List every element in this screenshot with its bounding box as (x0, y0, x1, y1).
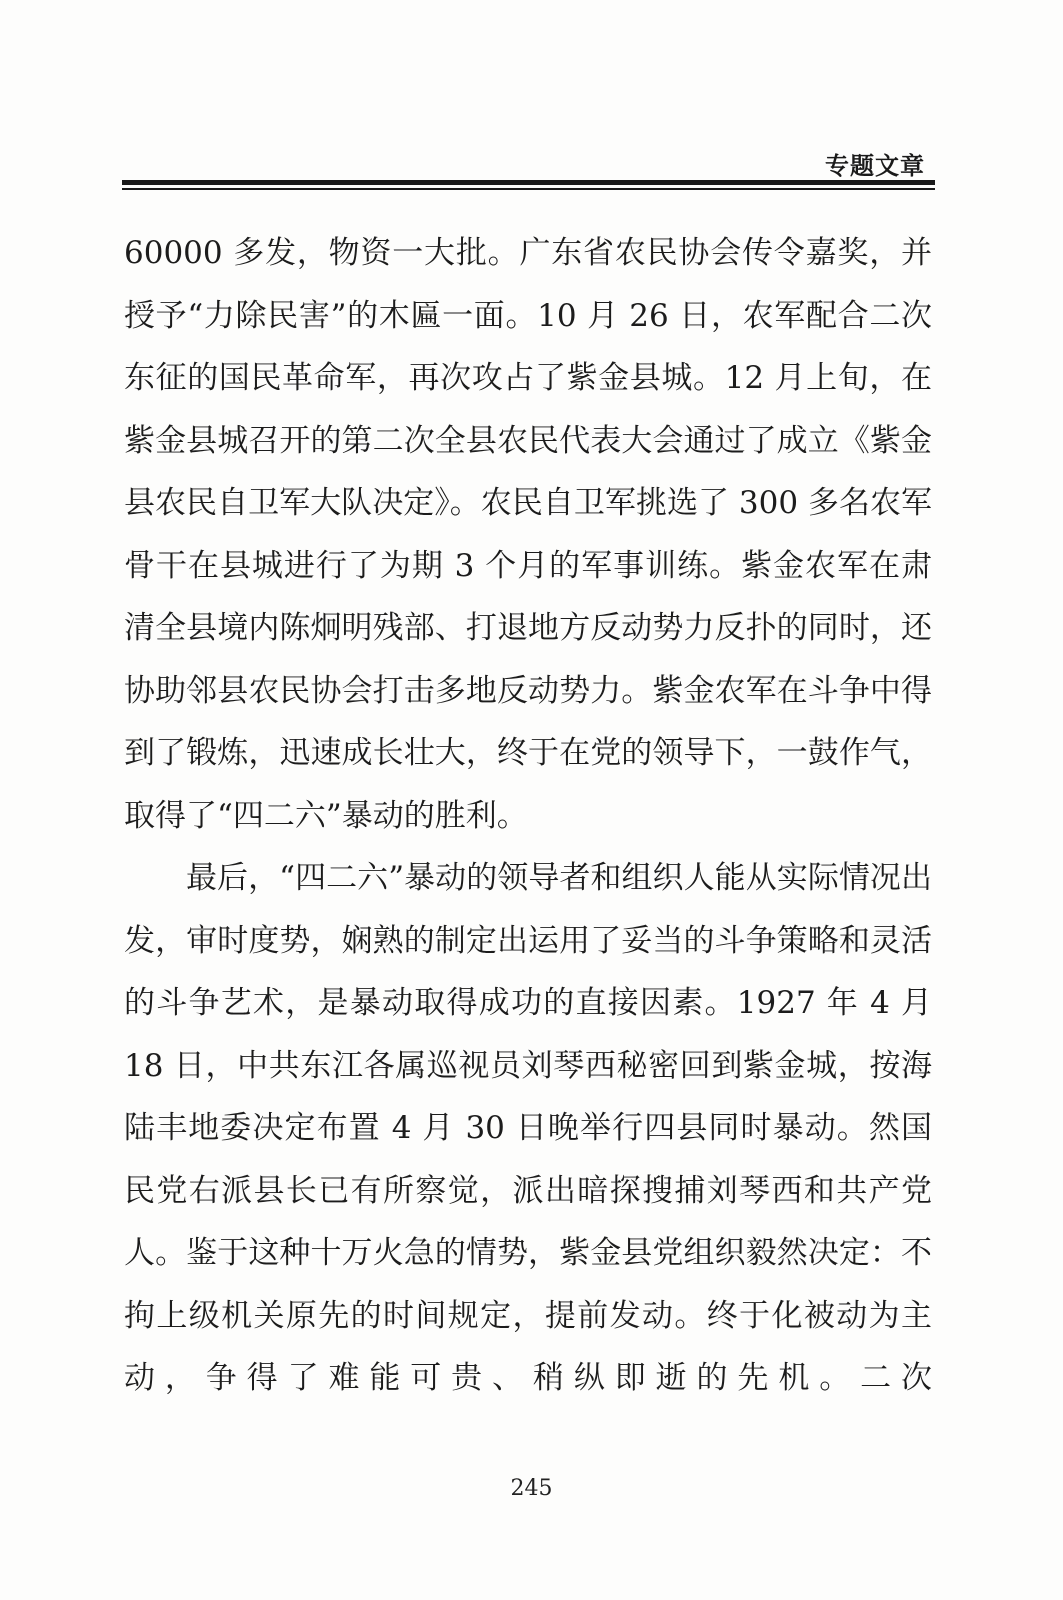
page-number: 245 (510, 1476, 553, 1501)
section-title: 专题文章 (825, 152, 925, 180)
header-rule-thin (122, 188, 935, 190)
header-rule-thick (122, 180, 935, 185)
body-text (124, 222, 932, 1410)
paragraph-1: 60000 多发，物资一大批。广东省农民协会传令嘉奖，并授予“力除民害”的木匾一面。10 月 26 日，农军配合二次东征的国民革命军，再次攻占了紫金县城。12 月上旬，在紫金县城召开的第二次全县农民代表大会通过了成立《紫金县农民自卫军大队决定》。农民自卫军挑选了 300 多名农军骨干在县城进行了为期 3 个月的军事训练。紫金农军在肃清全县境内陈炯明残部、打退地方反动势力反扑的同时，还协助邻县农民协会打击多地反动势力。紫金农军在斗争中得到了锻炼，迅速成长壮大，终于在党的领导下，一鼓作气，取得了“四二六”暴动的胜利。 (124, 235, 932, 834)
paragraph-2: 最后，“四二六”暴动的领导者和组织人能从实际情况出发，审时度势，娴熟的制定出运用了妥当的斗争策略和灵活的斗争艺术，是暴动取得成功的直接因素。1927 年 4 月 18 日，中共东江各属巡视员刘琴西秘密回到紫金城，按海陆丰地委决定布置 4 月 30 日晚举行四县同时暴动。然国民党右派县长已有所察觉，派出暗探搜捕刘琴西和共产党人。鉴于这种十万火急的情势，紫金县党组织毅然决定：不拘上级机关原先的时间规定，提前发动。终于化被动为主动，争得了难能可贵、稍纵即逝的先机。二次 (124, 860, 932, 1396)
